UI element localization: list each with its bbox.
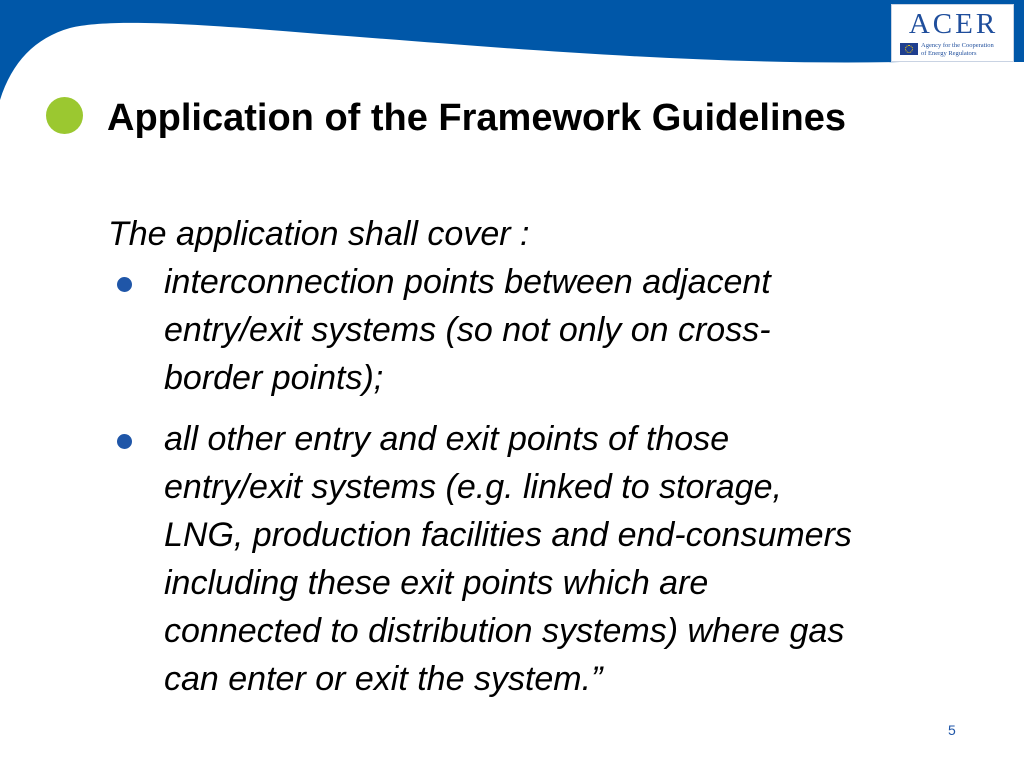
bullet-line: connected to distribution systems) where gas bbox=[164, 612, 845, 650]
logo-wordmark: ACER bbox=[908, 8, 999, 40]
logo-tagline-line: of Energy Regulators bbox=[921, 49, 977, 57]
bullet-line: interconnection points between adjacent bbox=[164, 263, 771, 301]
logo-tagline-line: Agency for the Cooperation bbox=[921, 42, 994, 49]
bullet-line: LNG, production facilities and end-consumers bbox=[164, 516, 852, 554]
title-bullet-icon bbox=[46, 97, 83, 134]
page-number: 5 bbox=[948, 722, 956, 738]
acer-logo bbox=[891, 4, 1014, 62]
logo-tagline bbox=[921, 42, 1011, 57]
intro-text: The application shall cover : bbox=[108, 215, 530, 253]
bullet-line: including these exit points which are bbox=[164, 564, 709, 602]
bullet-line: entry/exit systems (e.g. linked to storage, bbox=[164, 468, 782, 506]
bullet-text bbox=[164, 258, 984, 402]
bullet-line: can enter or exit the system.” bbox=[164, 660, 603, 698]
bullet-line: entry/exit systems (so not only on cross- bbox=[164, 311, 771, 349]
bullet-line: border points); bbox=[164, 359, 384, 397]
eu-flag-icon bbox=[900, 43, 918, 55]
bullet-text bbox=[164, 415, 984, 703]
bullet-dot-icon bbox=[117, 277, 132, 292]
bullet-dot-icon bbox=[117, 434, 132, 449]
bullet-line: all other entry and exit points of those bbox=[164, 420, 730, 458]
slide-title: Application of the Framework Guidelines bbox=[107, 97, 846, 139]
